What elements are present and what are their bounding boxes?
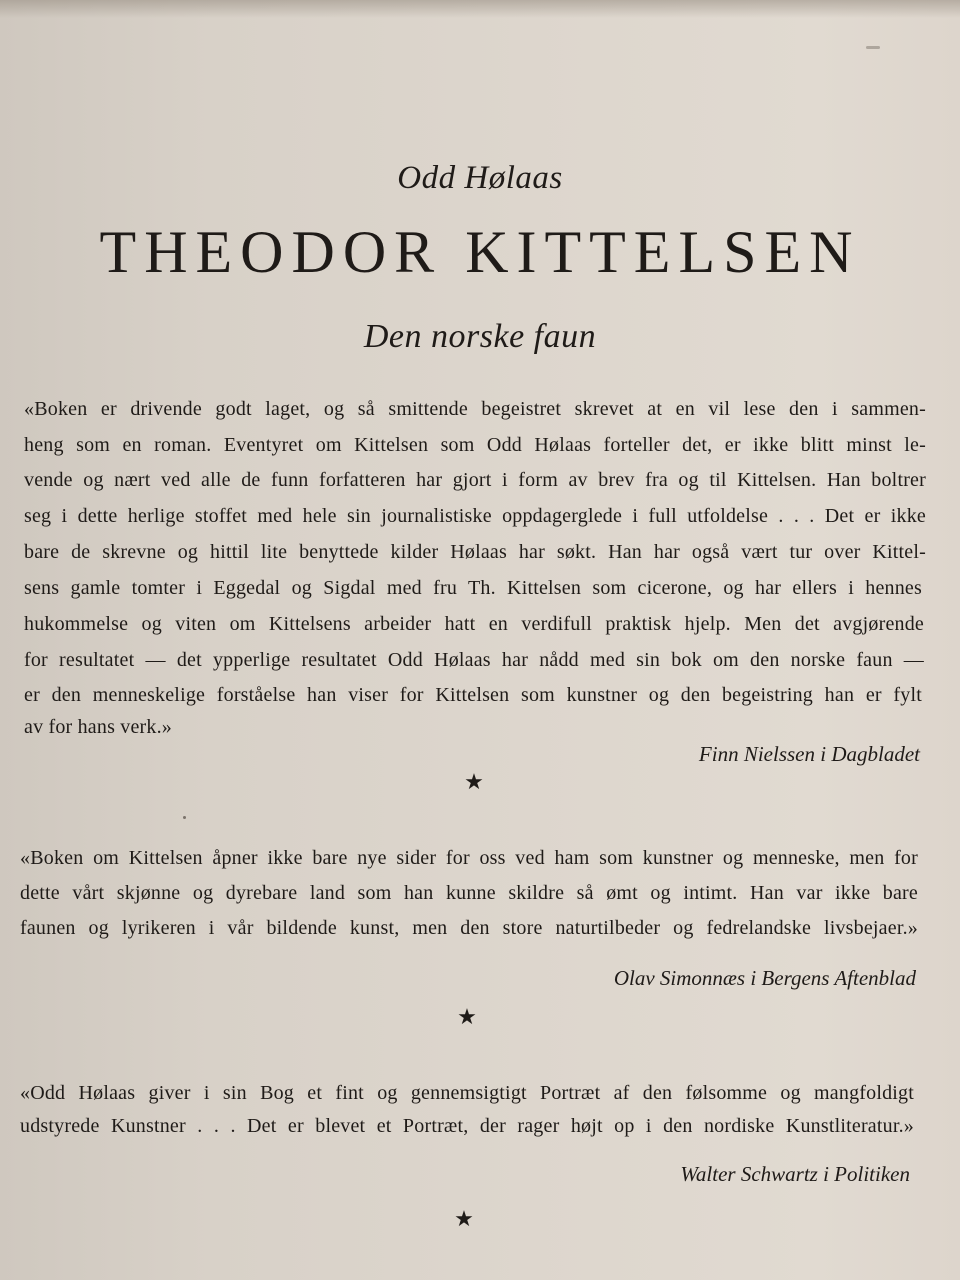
quote-line: udstyrede Kunstner . . . Det er blevet et Portræt, der rager højt op i den nordiske Kunstliteratur.» — [20, 1115, 914, 1137]
quote-line: seg i dette herlige stoffet med hele sin journalistiske oppdagerglede i full utfoldelse . . . Det er ikke — [24, 505, 926, 527]
paper-speck — [183, 816, 186, 819]
quote-line: for resultatet — det ypperlige resultatet Odd Hølaas har nådd med sin bok om den norske faun — — [24, 649, 924, 671]
review-attribution: Finn Nielssen i Dagbladet — [698, 742, 920, 766]
quote-line: heng som en roman. Eventyret om Kittelsen som Odd Hølaas forteller det, er ikke blitt minst le- — [24, 434, 926, 456]
star-separator-icon: ★ — [457, 1004, 477, 1029]
quote-line: bare de skrevne og hittil lite benyttede kilder Hølaas har søkt. Han har også vært tur over Kittel- — [24, 541, 926, 563]
quote-line: «Odd Hølaas giver i sin Bog et fint og gennemsigtigt Portræt af den følsomme og mangfoldigt — [20, 1082, 914, 1104]
book-title: THEODOR KITTELSEN — [99, 219, 861, 285]
quote-line: sens gamle tomter i Eggedal og Sigdal med fru Th. Kittelsen som cicerone, og har ellers i hennes — [24, 577, 922, 599]
review-attribution: Olav Simonnæs i Bergens Aftenblad — [613, 966, 916, 990]
star-separator-icon: ★ — [464, 769, 484, 794]
star-separator-icon: ★ — [454, 1206, 474, 1231]
paper-top-edge — [0, 0, 960, 18]
paper-mark — [866, 46, 880, 49]
quote-line: av for hans verk.» — [24, 716, 172, 738]
quote-line: «Boken om Kittelsen åpner ikke bare nye sider for oss ved ham som kunstner og menneske, men for — [20, 847, 918, 869]
book-subtitle: Den norske faun — [363, 318, 597, 355]
quote-line: faunen og lyrikeren i vår bildende kunst, men den store naturtilbeder og fedrelandske livsbejaer.» — [20, 917, 918, 939]
quote-line: hukommelse og viten om Kittelsens arbeider hatt en verdifull praktisk hjelp. Men det avgjørende — [24, 613, 924, 635]
author-name: Odd Hølaas — [397, 160, 563, 196]
quote-line: dette vårt skjønne og dyrebare land som han kunne skildre så ømt og intimt. Han var ikke bare — [20, 882, 918, 904]
quote-line: vende og nært ved alle de funn forfatteren har gjort i form av brev fra og til Kittelsen. Han boltrer — [24, 469, 926, 491]
quote-line: «Boken er drivende godt laget, og så smittende begeistret skrevet at en vil lese den i sammen- — [24, 398, 926, 420]
quote-line: er den menneskelige forståelse han viser for Kittelsen som kunstner og den begeistring han er fylt — [24, 684, 922, 706]
review-attribution: Walter Schwartz i Politiken — [680, 1162, 910, 1186]
